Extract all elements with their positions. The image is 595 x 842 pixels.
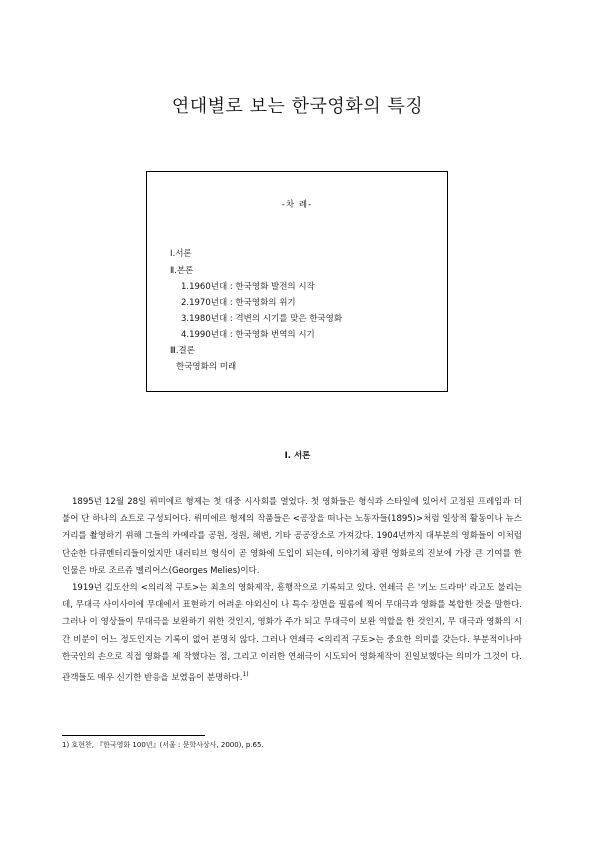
toc-item-1980s: 3.1980년대 : 격변의 시기를 맞은 한국영화 [181,314,343,324]
toc-item-conclusion: Ⅲ.결론 [170,346,195,356]
footnote-marker: 1) [242,671,249,679]
toc-item-1990s: 4.1990년대 : 한국영화 번역의 시기 [181,330,315,340]
toc-item-introduction: Ⅰ.서론 [170,249,192,259]
paragraph-2-text: 1919년 김도산의 <의리적 구토>는 최초의 영화제작, 흥행작으로 기록되고 있다. 연쇄극 은 '키노 드라마' 라고도 불리는데, 무대극 사이사이에 무대에서 표현하기 어려운 야외신이 나 특수 장면을 필름에 찍어 무대극과 영화를 복합한 것을 말한다. 그러나 이 영상들이 무대극을 보완하기 위한 것인지, 영화가 주가 되고 무대극이 보완 역할을 한 것인지, 무 대극과 영화의 시간 비분이 어느 정도인지는 기록이 없어 분명치 않다. 그러나 연쇄극 <의리적 구토>는 중요한 의미를 갖는다. 부분적이나마 한국인의 손으로 직접 영화를 제 작했다는 점, 그리고 이러한 연쇄극이 시도되어 영화제작이 진일보했다는 의미가 그것이 다. 관객들도 매우 신기한 반응을 보였음이 분명하다. [62,583,522,683]
table-of-contents-box [146,171,448,392]
toc-item-main-body: Ⅱ.본론 [170,266,194,276]
paragraph-1: 1895년 12월 28일 뤼미에르 형제는 첫 대중 시사회를 열었다. 첫 영화들은 형식과 스타일에 있어서 고정된 프레임과 더불어 단 하나의 쇼트로 구성되어다. 뤼미에르 형제의 작품들은 <공장을 떠나는 노동자들(1895)>처럼 일상적 활동이나 뉴스거리를 촬영하기 위해 그들의 카메라를 공원, 정원, 해변, 기타 공공장소로 가져갔다. 1904년까지 대부분의 영화들이 이처럼 단순한 다큐멘터리들이었지만 내러티브 형식이 곧 영화에 도입이 되는데, 이야기체 광편 영화로의 진보에 가장 큰 기여를 한 인물은 바로 조르쥬 멜리어스(Georges Melies)이다. [62,497,522,576]
footnote-divider [62,735,205,736]
toc-item-1960s: 1.1960년대 : 한국영화 발전의 시작 [181,282,315,292]
toc-item-future: 한국영화의 미래 [176,362,237,372]
toc-heading: -차 례- [281,200,313,210]
paragraph-2 [62,580,522,687]
body-text [62,494,522,687]
section-heading-introduction: Ⅰ. 서론 [284,451,311,461]
footnote: 1) 호현찬, 『한국영화 100년』(서울 : 문학사상사, 2000), p.65. [62,741,264,749]
toc-item-1970s: 2.1970년대 : 한국영화의 위기 [181,298,296,308]
document-title: 연대별로 보는 한국영화의 특징 [171,96,424,117]
